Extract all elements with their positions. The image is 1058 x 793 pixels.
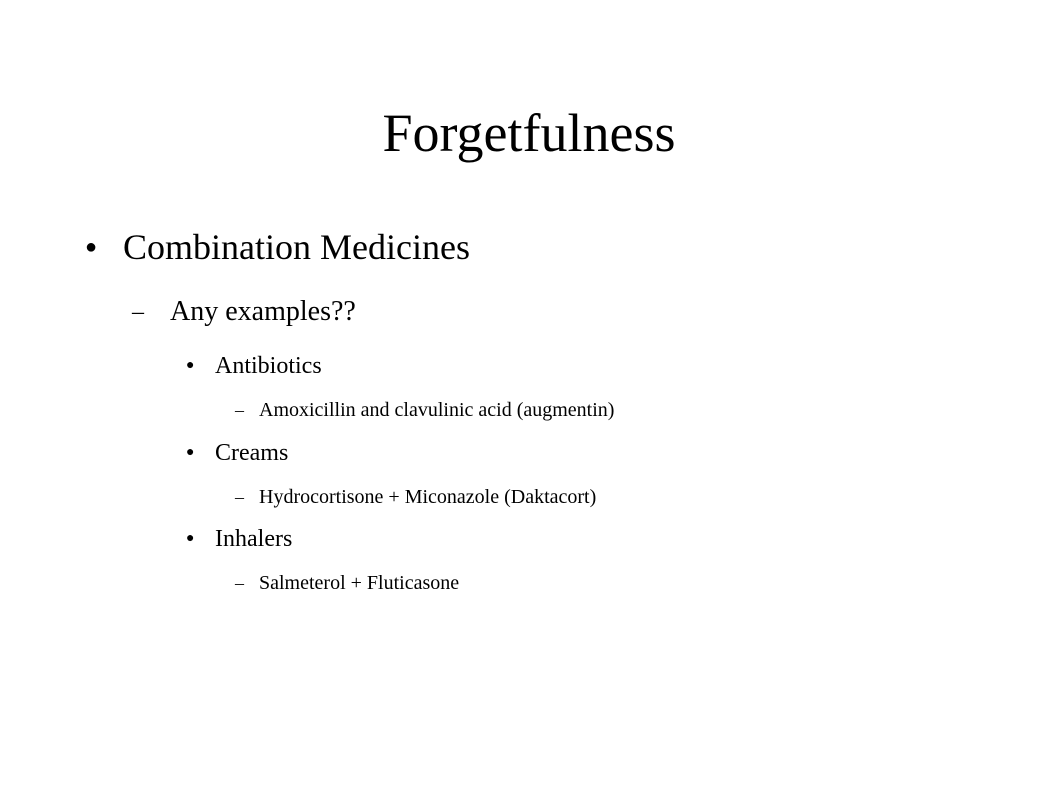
list-item-detail: Amoxicillin and clavulinic acid (augmentin) — [259, 399, 615, 421]
bullet-combination-medicines — [85, 224, 470, 270]
list-item-detail-creams — [235, 484, 597, 510]
list-item-inhalers — [186, 524, 293, 554]
list-item-antibiotics — [186, 351, 322, 381]
dash-icon: – — [235, 400, 244, 420]
list-item-detail: Salmeterol + Fluticasone — [259, 572, 460, 594]
bullet-dot-icon: ● — [186, 358, 195, 373]
bullet-text: Combination Medicines — [123, 227, 470, 267]
bullet-dot-icon: ● — [186, 445, 195, 460]
bullet-dot-icon: ● — [85, 236, 98, 258]
list-item-detail: Hydrocortisone + Miconazole (Daktacort) — [259, 486, 597, 508]
list-item-label: Creams — [215, 440, 289, 466]
slide-title: Forgetfulness — [382, 103, 676, 163]
list-item-creams — [186, 438, 289, 468]
list-item-label: Inhalers — [215, 526, 293, 552]
list-item-label: Antibiotics — [215, 353, 322, 379]
bullet-any-examples — [132, 294, 356, 330]
dash-icon: – — [235, 487, 244, 507]
list-item-detail-antibiotics — [235, 397, 615, 423]
bullet-text: Any examples?? — [170, 296, 356, 327]
list-item-detail-inhalers — [235, 570, 460, 596]
dash-icon: – — [235, 573, 244, 593]
bullet-dot-icon: ● — [186, 531, 195, 546]
dash-icon: – — [132, 299, 144, 325]
